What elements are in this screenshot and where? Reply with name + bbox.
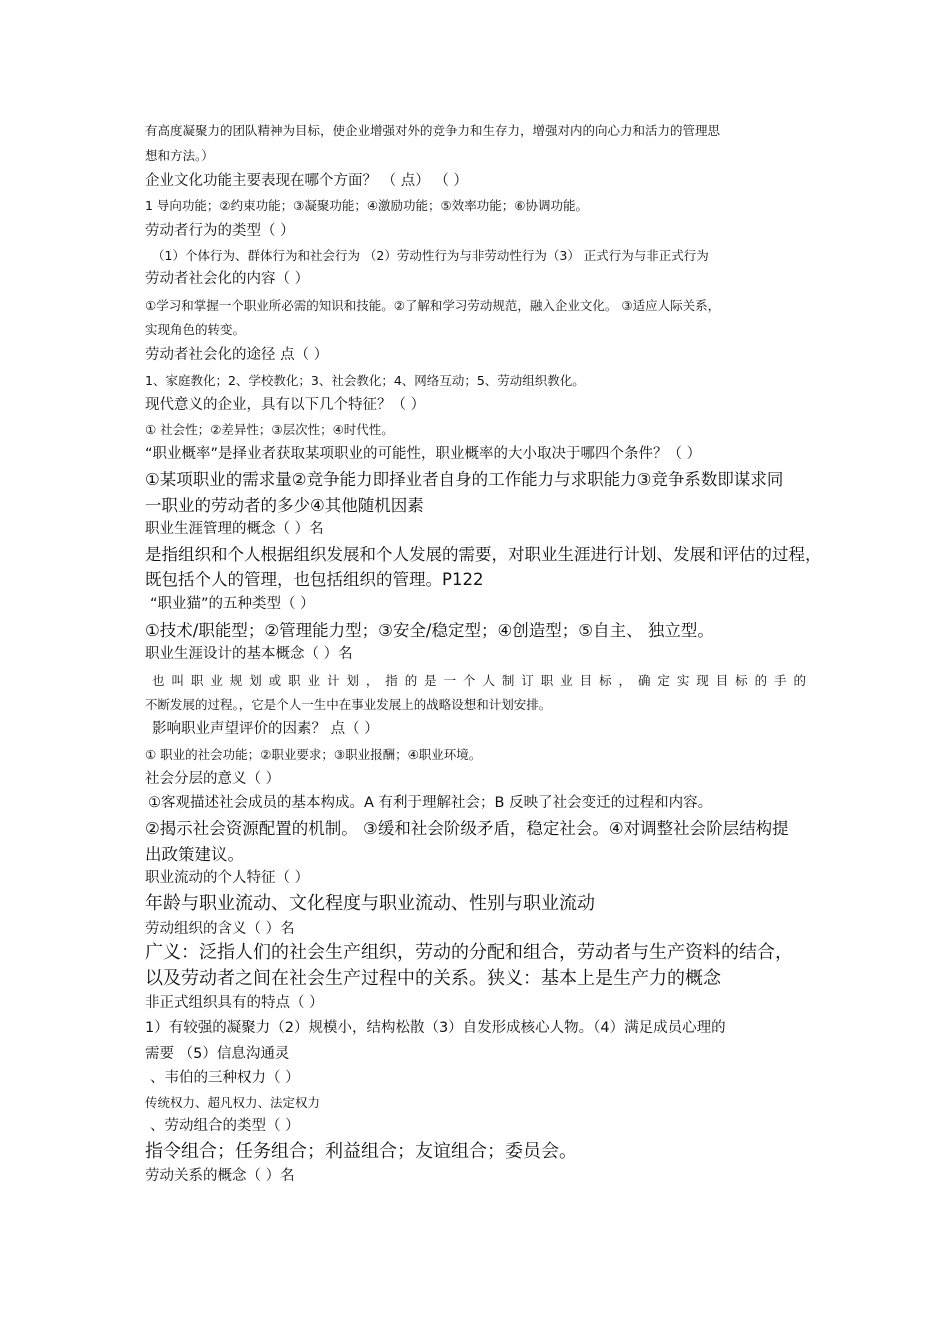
question-line: 劳动者社会化的内容（ ） (145, 271, 310, 287)
text-line: 想和方法。） (145, 148, 214, 163)
answer-line: 1）有较强的凝聚力（2）规模小，结构松散（3）自发形成核心人物。（4）满足成员心理的 (145, 1020, 726, 1036)
question-line: 现代意义的企业，具有以下几个特征？（ ） (145, 397, 426, 413)
answer-line: 实现角色的转变。 (145, 322, 246, 337)
question-line: “职业概率”是择业者获取某项职业的可能性，职业概率的大小取决于哪四个条件？（ ） (145, 446, 702, 462)
answer-line: ②揭示社会资源配置的机制。 ③缓和社会阶级矛盾，稳定社会。④对调整社会阶层结构提 (145, 819, 789, 838)
answer-line: 传统权力、超凡权力、法定权力 (145, 1095, 321, 1110)
answer-line: 年龄与职业流动、文化程度与职业流动、性别与职业流动 (145, 893, 595, 914)
answer-line: 是指组织和个人根据组织发展和个人发展的需要，对职业生涯进行计划、发展和评估的过程， (145, 545, 822, 564)
answer-line: 1 导向功能；②约束功能；③凝聚功能；④激励功能；⑤效率功能；⑥协调功能。 (145, 198, 588, 213)
answer-line: 既包括个人的管理，也包括组织的管理。P122 (145, 570, 484, 589)
answer-line: ① 职业的社会功能；②职业要求；③职业报酬；④职业环境。 (145, 747, 482, 762)
answer-line: 指令组合；任务组合；利益组合；友谊组合；委员会。 (145, 1141, 577, 1162)
answer-line: ① 社会性；②差异性；③层次性；④时代性。 (145, 422, 394, 437)
answer-line: 需要 （5）信息沟通灵 (145, 1046, 290, 1062)
answer-line: 也叫职业规划或职业计划，指的是一个人制订职业目标，确定实现目标的手的 (152, 673, 806, 688)
question-line: 劳动组织的含义（ ）名 (145, 921, 295, 937)
answer-line: （1）个体行为、群体行为和社会行为 （2）劳动性行为与非劳动性行为（3） 正式行为与非正式行为 (152, 248, 709, 263)
question-line: 劳动关系的概念（ ）名 (145, 1168, 295, 1184)
question-line: 、韦伯的三种权力（ ） (150, 1070, 300, 1086)
question-line: 社会分层的意义（ ） (145, 771, 281, 787)
answer-line: ①学习和掌握一个职业所必需的知识和技能。②了解和学习劳动规范，融入企业文化。 ③适应人际关系， (145, 298, 721, 313)
answer-line: 出政策建议。 (145, 845, 244, 864)
question-line: 职业生涯设计的基本概念（ ）名 (145, 646, 353, 662)
question-line: 职业生涯管理的概念（ ）名 (145, 521, 324, 537)
question-line: 职业流动的个人特征（ ） (145, 870, 310, 886)
answer-line: 一职业的劳动者的多少④其他随机因素 (145, 496, 424, 515)
answer-line: ①客观描述社会成员的基本构成。A 有利于理解社会；B 反映了社会变迁的过程和内容。 (148, 795, 713, 811)
answer-line: ①技术/职能型；②管理能力型；③安全/稳定型；④创造型；⑤自主、 独立型。 (145, 621, 714, 640)
answer-line: ①某项职业的需求量②竞争能力即择业者自身的工作能力与求职能力③竞争系数即谋求同 (145, 470, 784, 489)
question-line: 非正式组织具有的特点（ ） (145, 995, 324, 1011)
answer-line: 以及劳动者之间在社会生产过程中的关系。狭义：基本上是生产力的概念 (145, 968, 721, 989)
text-line: 有高度凝聚力的团队精神为目标，使企业增强对外的竞争力和生存力，增强对内的向心力和活力的管理思 (145, 123, 721, 138)
question-line: 影响职业声望评价的因素？ 点（ ） (152, 721, 379, 737)
question-line: 劳动者行为的类型（ ） (145, 223, 295, 239)
question-line: 、劳动组合的类型（ ） (150, 1118, 300, 1134)
question-line: 企业文化功能主要表现在哪个方面？ （ 点） （ ） (145, 173, 468, 189)
answer-line: 广义：泛指人们的社会生产组织，劳动的分配和组合，劳动者与生产资料的结合， (145, 942, 793, 963)
answer-line: 1、家庭教化；2、学校教化；3、社会教化；4、网络互动；5、劳动组织教化。 (145, 373, 585, 388)
question-line: “职业猫”的五种类型（ ） (150, 596, 315, 612)
answer-line: 不断发展的过程。，它是个人一生中在事业发展上的战略设想和计划安排。 (145, 697, 552, 712)
question-line: 劳动者社会化的途径 点（ ） (145, 347, 329, 363)
